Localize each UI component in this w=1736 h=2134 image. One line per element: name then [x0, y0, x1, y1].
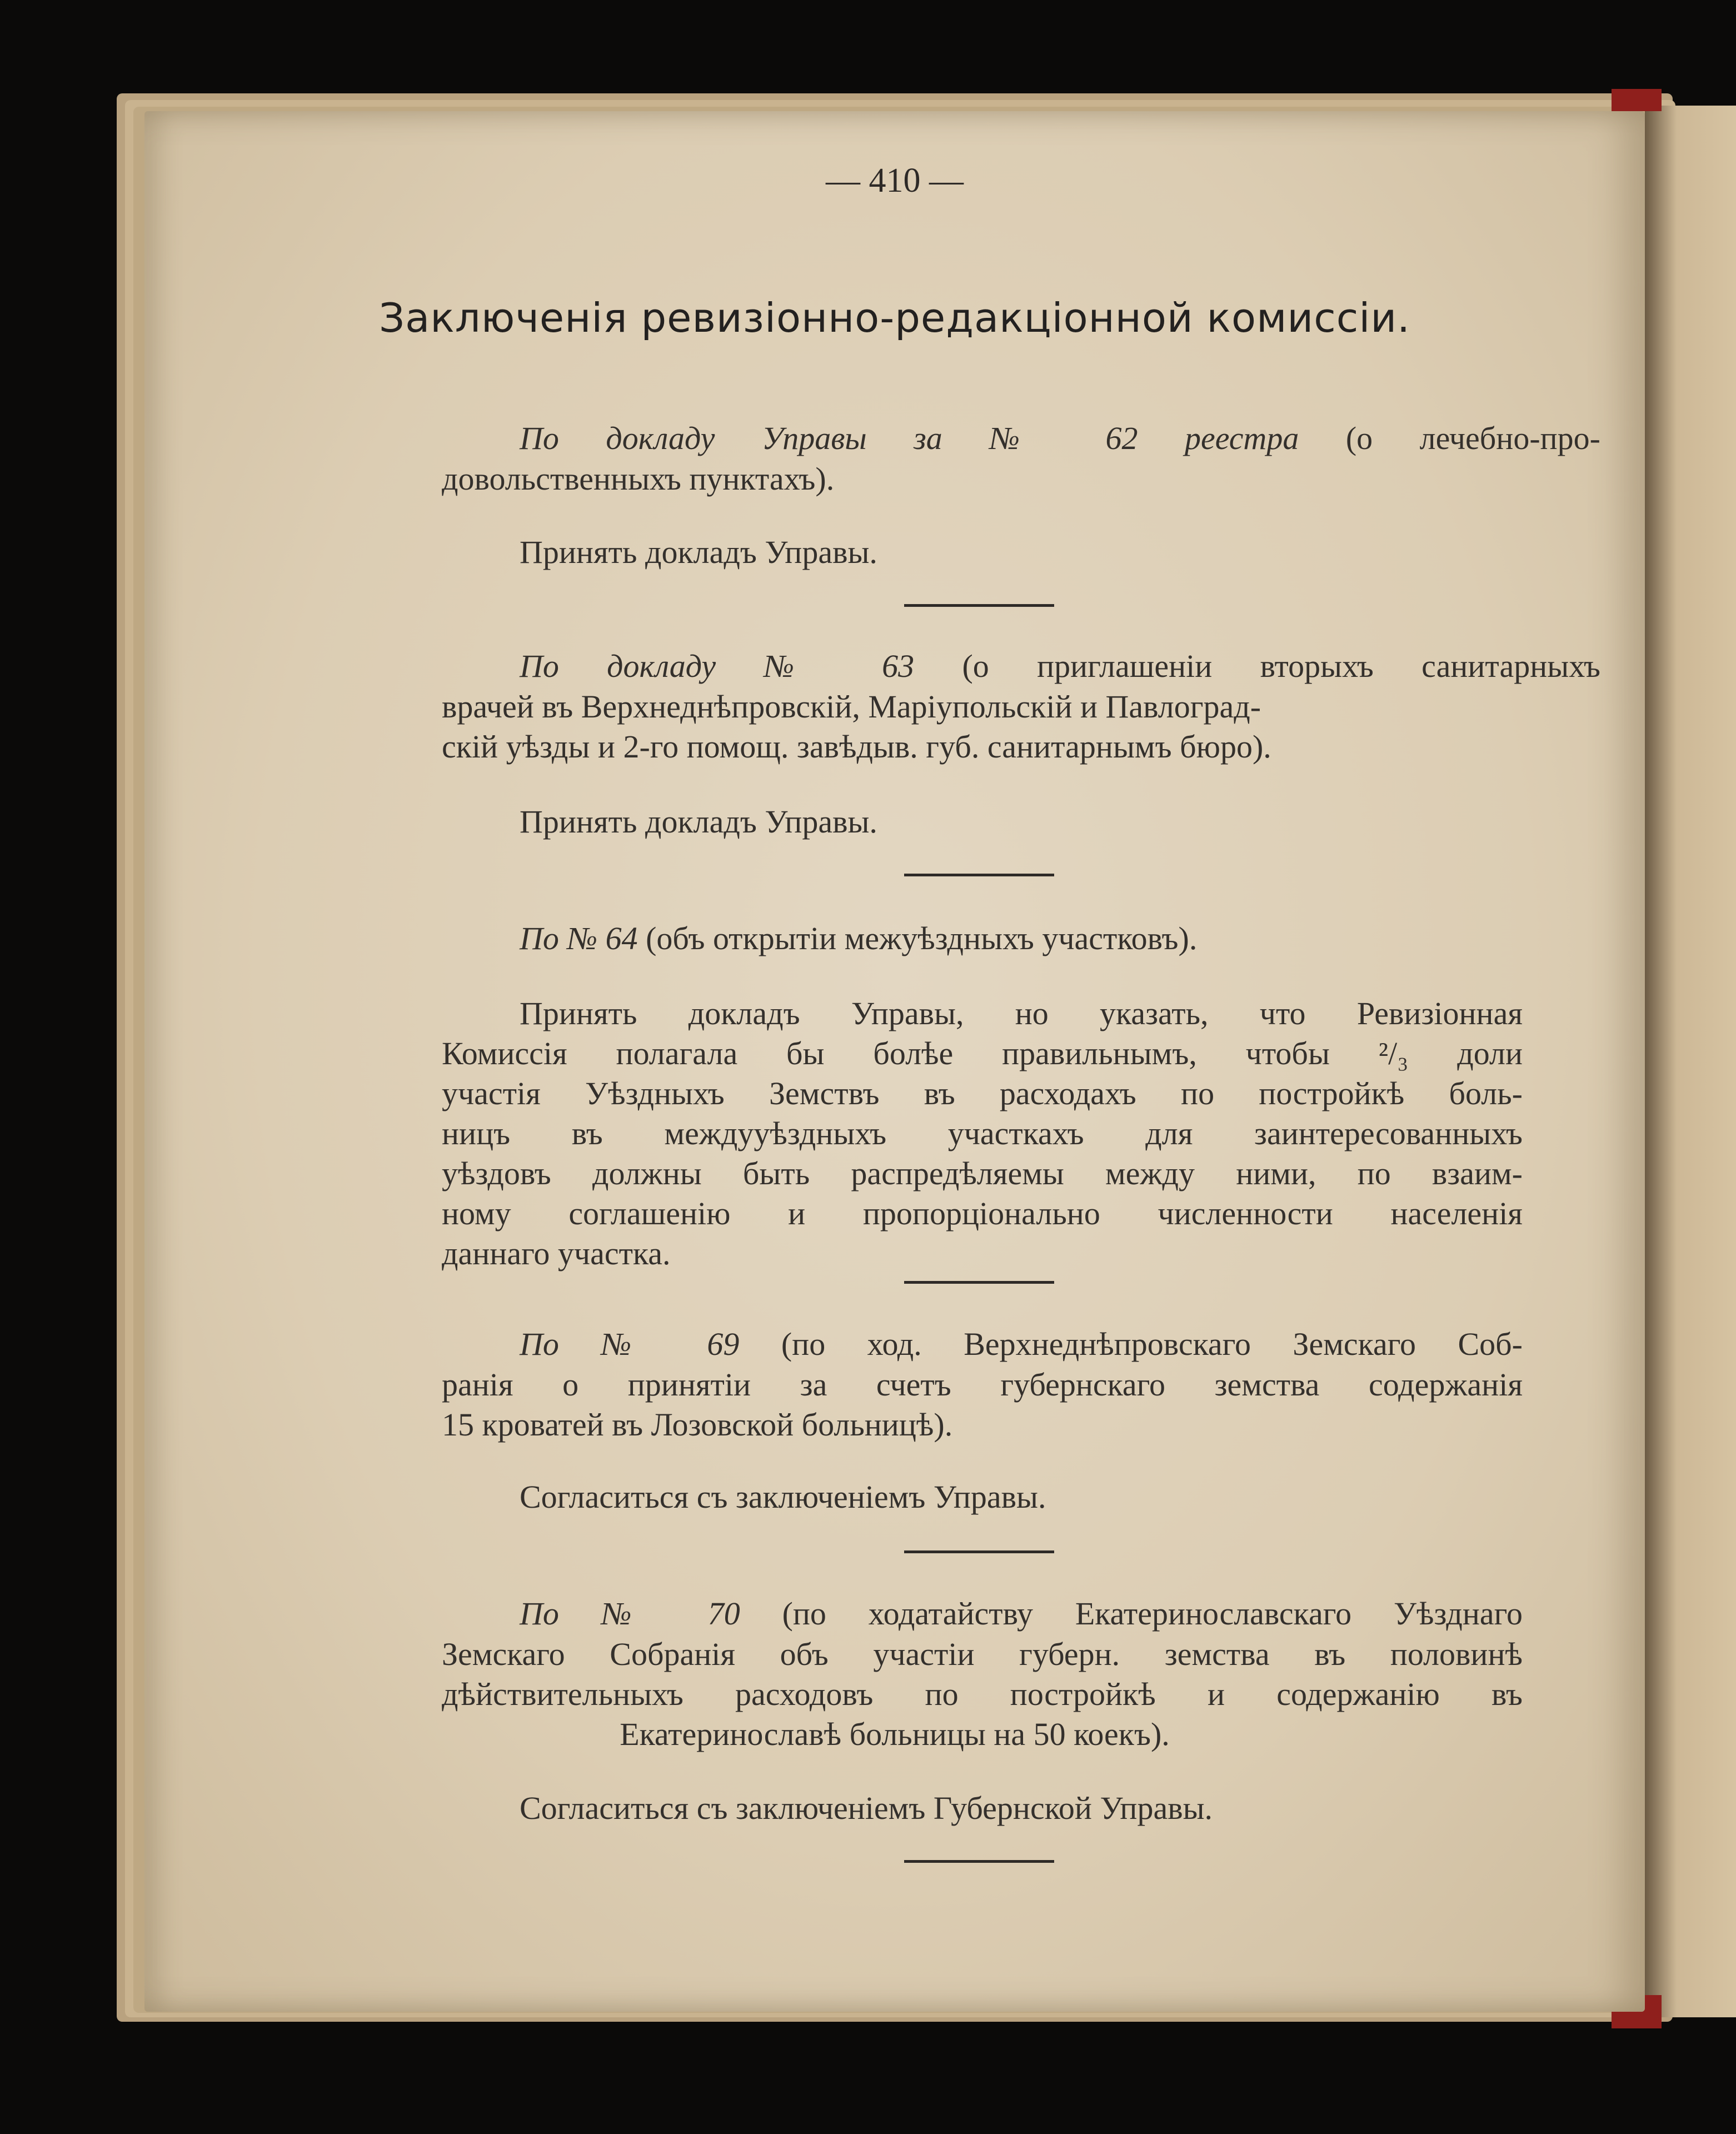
- heading-italic: По № 69: [520, 1326, 740, 1362]
- section-divider: [904, 1281, 1054, 1284]
- resolution-line: Принять докладъ Управы.: [520, 804, 877, 840]
- resolution-line: Принять докладъ Управы, но указать, что Ревизіонная: [520, 995, 1523, 1031]
- heading-italic: По № 64: [520, 920, 638, 956]
- heading-line: Екатеринославѣ больницы на 50 коекъ).: [620, 1716, 1170, 1752]
- resolution-line: Принять докладъ Управы.: [520, 534, 877, 570]
- heading-italic: По № 70: [520, 1595, 740, 1632]
- resolution-line: Комиссія полагала бы болѣе правильнымъ, чтобы ²/₃ доли: [442, 1035, 1523, 1071]
- heading-line: довольственныхъ пунктахъ).: [442, 461, 835, 497]
- heading-rest: (по ход. Верхнеднѣпровскаго Земскаго Соб-: [739, 1326, 1523, 1362]
- resolution-line: даннаго участка.: [442, 1235, 671, 1272]
- section-heading: [520, 1595, 1523, 1632]
- section-divider: [904, 874, 1054, 876]
- heading-line: скій уѣзды и 2-го помощ. завѣдыв. губ. санитарнымъ бюро).: [442, 729, 1271, 765]
- resolution-line: уѣздовъ должны быть распредѣляемы между ними, по взаим-: [442, 1155, 1523, 1191]
- section-divider: [904, 1550, 1054, 1553]
- heading-line: дѣйствительныхъ расходовъ по постройкѣ и содержанію въ: [442, 1676, 1523, 1712]
- page-number: — 410 —: [826, 162, 964, 200]
- heading-line: Земскаго Собранія объ участіи губерн. земства въ половинѣ: [442, 1636, 1523, 1672]
- resolution-line: участія Уѣздныхъ Земствъ въ расходахъ по постройкѣ боль-: [442, 1075, 1523, 1111]
- heading-line: врачей въ Верхнеднѣпровскій, Маріупольскій и Павлоград-: [442, 689, 1261, 725]
- section-heading: [520, 647, 1600, 685]
- section-heading: [520, 1325, 1523, 1363]
- section-heading: [520, 920, 1197, 957]
- bookmark-ribbon: [1612, 89, 1662, 111]
- resolution-line: Согласиться съ заключеніемъ Губернской Управы.: [520, 1790, 1213, 1826]
- heading-italic: По докладу Управы за № 62 реестра: [520, 420, 1299, 456]
- heading-rest: (о приглашеніи вторыхъ санитарныхъ: [914, 648, 1600, 684]
- heading-rest: (объ открытіи межуѣздныхъ участковъ).: [637, 920, 1198, 956]
- heading-italic: По докладу № 63: [520, 648, 915, 684]
- resolution-line: ному соглашенію и пропорціонально численности населенія: [442, 1195, 1523, 1231]
- facing-page-edge: [1645, 106, 1736, 2017]
- heading-rest: (по ходатайству Екатеринославскаго Уѣзднаго: [740, 1595, 1523, 1632]
- heading-line: 15 кроватей въ Лозовской больницѣ).: [442, 1407, 953, 1443]
- section-divider: [904, 1860, 1054, 1863]
- section-heading: [520, 420, 1600, 457]
- heading-rest: (о лечебно-про-: [1299, 420, 1601, 456]
- page-title: Заключенія ревизіонно-редакціонной комиссіи.: [378, 295, 1411, 341]
- section-divider: [904, 604, 1054, 607]
- resolution-line: Согласиться съ заключеніемъ Управы.: [520, 1479, 1046, 1515]
- resolution-line: ницъ въ междууѣздныхъ участкахъ для заинтересованныхъ: [442, 1115, 1523, 1151]
- book-page: [144, 111, 1645, 2012]
- heading-line: ранія о принятіи за счетъ губернскаго земства содержанія: [442, 1367, 1523, 1403]
